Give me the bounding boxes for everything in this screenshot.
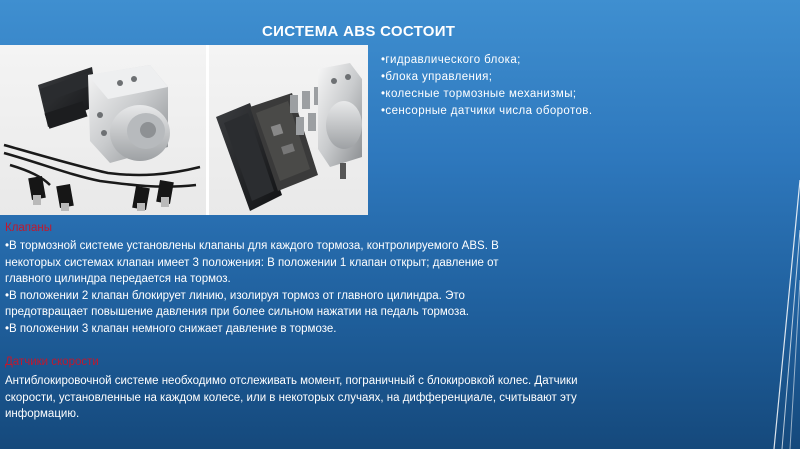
sensors-line: скорости, установленные на каждом колесе, или в некоторых случаях, на дифференциале, считывают эту <box>5 391 577 404</box>
components-list-item: •гидравлического блока; <box>381 54 521 66</box>
sensors-text <box>5 373 785 423</box>
components-list-item: •колесные тормозные механизмы; <box>381 88 577 100</box>
components-list-item: •блока управления; <box>381 71 493 83</box>
abs-unit-photo-left <box>4 65 200 211</box>
sensors-line: информацию. <box>5 408 80 420</box>
valves-line: •В положении 2 клапан блокирует линию, изолируя тормоз от главного цилиндра. Это <box>5 289 465 302</box>
valves-text <box>5 238 785 337</box>
abs-photo-panel <box>0 45 368 215</box>
photo-divider <box>206 45 209 215</box>
valves-line: •В положении 3 клапан немного снижает давление в тормозе. <box>5 322 337 335</box>
abs-unit-photo-right <box>216 63 362 211</box>
valves-line: •В тормозной системе установлены клапаны для каждого тормоза, контролируемого ABS. В <box>5 240 499 252</box>
sensors-line: Антиблокировочной системе необходимо отслеживать момент, пограничный с блокировкой колес. Датчики <box>5 375 578 387</box>
abs-unit-illustration <box>0 45 368 215</box>
components-list-item: •сенсорные датчики числа оборотов. <box>381 105 593 117</box>
valves-heading: Клапаны <box>5 222 53 234</box>
valves-line: главного цилиндра передается на тормоз. <box>5 273 231 285</box>
valves-line: некоторых системах клапан имеет 3 положения: В положении 1 клапан открыт; давление от <box>5 256 499 269</box>
slide-title: СИСТЕМА ABS СОСТОИТ <box>262 23 456 40</box>
components-list <box>381 52 592 120</box>
sensors-heading: Датчики скорости <box>5 356 99 368</box>
decorative-stripes <box>770 0 800 449</box>
valves-line: предотвращает повышение давления при более сильном нажатии на педаль тормоза. <box>5 306 469 318</box>
